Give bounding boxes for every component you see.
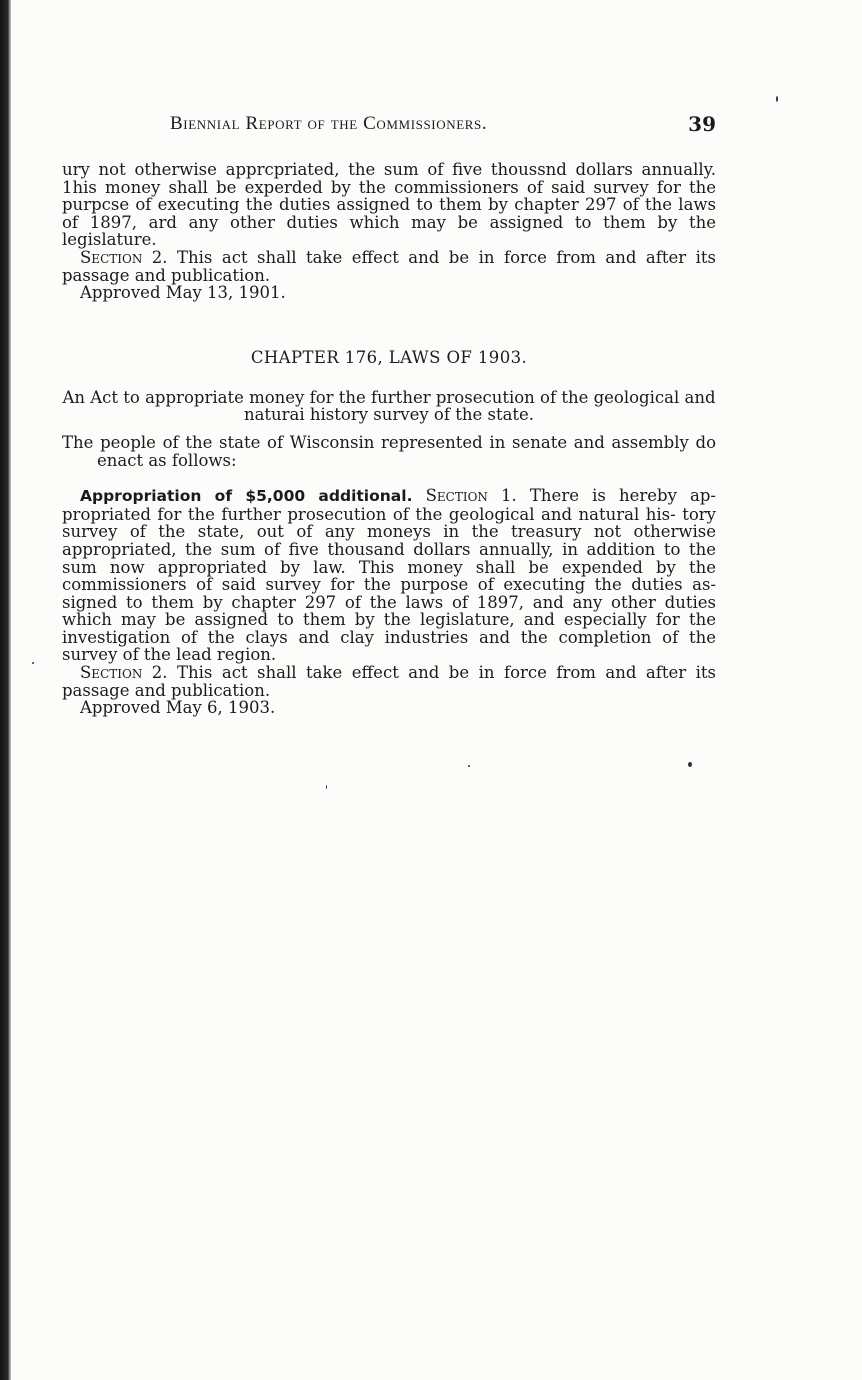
section-text: This act shall take effect and be in force from and after its passage and publication. (62, 663, 716, 700)
scan-speck (326, 785, 327, 789)
page-number: 39 (688, 112, 716, 136)
section-text: This act shall take effect and be in force from and after its passage and publication. (62, 247, 716, 285)
enacting-clause: The people of the state of Wisconsin represented in senate and assembly do enact as follows: (62, 432, 716, 470)
scan-speck (32, 662, 34, 664)
running-head (62, 113, 716, 141)
section-2 (62, 664, 716, 699)
approved-date: Approved May 6, 1903. (80, 698, 276, 718)
section-text: There is hereby ap- propriated for the further prosecution of the geological and natural his- tory survey of the state, out of any moneys in the treasury not otherwise appropriated, the sum of five thousand dollars annually, in addition to the sum now appropriated by law. This money shall be expended by the commissioners of said survey for the purpose of executing the duties as- signed to them by chapter 297 of the laws of 1897, and any other duties which may be assigned to them by the legislature, and especially for the investigation of the clays and clay industries and the completion of the survey of the lead region. (62, 486, 716, 665)
act-title: An Act to appropriate money for the further prosecution of the geological and naturai history survey of the state. (62, 387, 716, 425)
scan-speck (468, 765, 470, 767)
section-label: Section 1. (425, 486, 517, 506)
scan-binding-edge (0, 0, 11, 1380)
page-content (62, 113, 716, 717)
section-label: Section 2. (80, 247, 168, 267)
scan-speck (776, 96, 778, 102)
prev-act-section-2 (62, 249, 716, 284)
side-heading: Appropriation of $5,000 additional. (80, 487, 413, 506)
section-label: Section 2. (80, 663, 168, 683)
prev-act-approved: Approved May 13, 1901. (80, 283, 286, 303)
scan-speck (688, 762, 692, 767)
section-1 (62, 487, 716, 664)
running-title: Biennial Report of the Commissioners. (170, 113, 488, 134)
chapter-heading: CHAPTER 176, LAWS OF 1903. (250, 347, 528, 367)
prev-act-continuation: ury not otherwise apprcpriated, the sum of five thoussnd dollars annually. 1his money shall be experded by the commissioners of said survey for the purpcse of executing the duties assigned to them by chapter 297 of the laws of 1897, ard any other duties which may be assigned to them by the legislature. (62, 160, 716, 250)
